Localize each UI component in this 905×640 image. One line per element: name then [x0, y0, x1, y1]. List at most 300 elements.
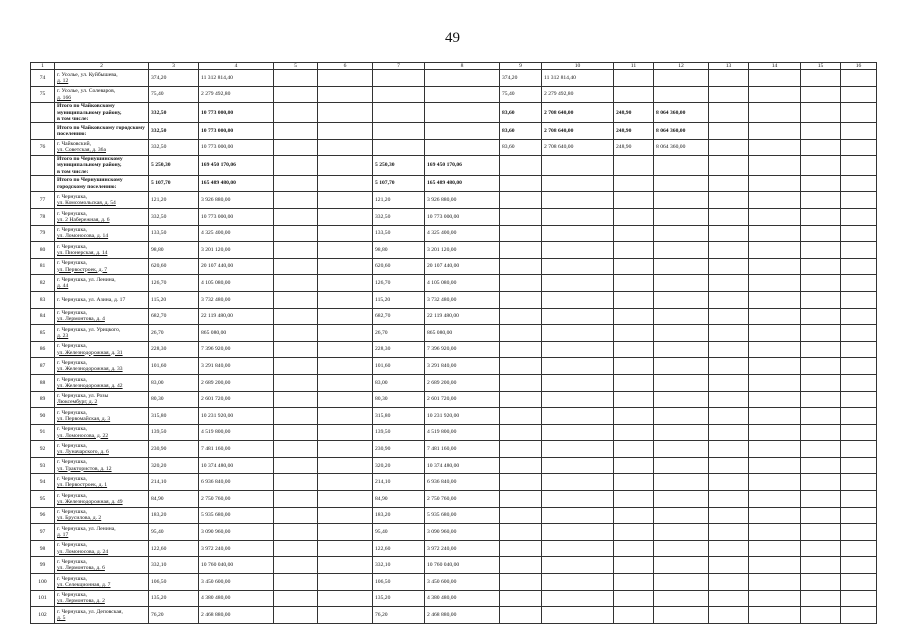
address-line: ул. Первостроек, д. 7 — [57, 266, 108, 273]
cell-row-number — [31, 156, 55, 176]
cell-area-7: 26,70 — [373, 325, 425, 342]
cell-cost: 3 926 880,00 — [199, 192, 274, 209]
cell-col-16 — [841, 139, 877, 156]
cell-area: 332,50 — [149, 123, 199, 140]
cell-col-5 — [274, 242, 318, 259]
cell-row-number: 82 — [31, 275, 55, 292]
address-line: г. Чернушка, — [57, 193, 87, 200]
cell-address — [55, 574, 149, 591]
cell-area-9 — [500, 590, 542, 607]
cell-address — [55, 607, 149, 624]
cell-col-16 — [841, 208, 877, 225]
cell-cost-10 — [542, 242, 614, 259]
cell-col-6 — [318, 258, 373, 275]
total-row — [31, 103, 877, 123]
cell-area: 5 107,70 — [149, 175, 199, 192]
address-line: г. Чернушка, — [57, 542, 87, 549]
cell-col-15 — [801, 175, 841, 192]
cell-row-number: 97 — [31, 524, 55, 541]
cell-area-11 — [614, 524, 654, 541]
cell-row-number: 101 — [31, 590, 55, 607]
cell-cost-12: 8 064 360,00 — [654, 103, 709, 123]
cell-area-7: 101,60 — [373, 358, 425, 375]
cell-col-13 — [709, 225, 749, 242]
cell-col-6 — [318, 457, 373, 474]
column-number-15: 15 — [801, 63, 841, 70]
cell-cost-8 — [425, 70, 500, 87]
cell-col-14 — [749, 291, 801, 308]
cell-col-13 — [709, 374, 749, 391]
address-line: городскому поселению: — [57, 183, 117, 190]
cell-area-11 — [614, 607, 654, 624]
cell-cost-8: 2 689 200,00 — [425, 374, 500, 391]
table-row — [31, 457, 877, 474]
cell-cost: 11 312 814,40 — [199, 70, 274, 87]
cell-col-13 — [709, 524, 749, 541]
cell-cost-10 — [542, 156, 614, 176]
cell-area-9 — [500, 607, 542, 624]
cell-col-5 — [274, 374, 318, 391]
address-line: г. Чернушка, — [57, 575, 87, 582]
cell-area-7: 139,50 — [373, 424, 425, 441]
cell-cost: 2 601 720,00 — [199, 391, 274, 408]
cell-col-15 — [801, 441, 841, 458]
cell-area-7: 83,00 — [373, 374, 425, 391]
cell-col-6 — [318, 242, 373, 259]
cell-cost-8: 3 201 120,00 — [425, 242, 500, 259]
cell-col-13 — [709, 391, 749, 408]
cell-cost: 3 291 840,00 — [199, 358, 274, 375]
cell-col-13 — [709, 574, 749, 591]
cell-cost-8: 3 926 880,00 — [425, 192, 500, 209]
register-table — [30, 62, 877, 624]
address-line: г. Чернушка, — [57, 592, 87, 599]
cell-col-14 — [749, 139, 801, 156]
cell-area-11 — [614, 86, 654, 103]
cell-address — [55, 341, 149, 358]
cell-area-11: 248,90 — [614, 139, 654, 156]
cell-cost: 5 935 680,00 — [199, 507, 274, 524]
cell-area-9 — [500, 358, 542, 375]
cell-area-9 — [500, 391, 542, 408]
cell-cost-12 — [654, 156, 709, 176]
cell-cost: 3 450 600,00 — [199, 574, 274, 591]
cell-col-14 — [749, 557, 801, 574]
cell-cost-10: 11 312 814,40 — [542, 70, 614, 87]
cell-col-6 — [318, 557, 373, 574]
cell-cost-8: 3 090 960,00 — [425, 524, 500, 541]
cell-col-15 — [801, 590, 841, 607]
cell-cost-12 — [654, 208, 709, 225]
cell-cost: 7 481 160,00 — [199, 441, 274, 458]
cell-cost: 6 936 840,00 — [199, 474, 274, 491]
cell-area: 84,90 — [149, 491, 199, 508]
cell-col-15 — [801, 374, 841, 391]
cell-col-5 — [274, 103, 318, 123]
cell-cost-12 — [654, 70, 709, 87]
cell-area-11 — [614, 291, 654, 308]
cell-address — [55, 70, 149, 87]
cell-area-11 — [614, 208, 654, 225]
column-number-1: 1 — [31, 63, 55, 70]
cell-area-7: 332,50 — [373, 208, 425, 225]
cell-cost-8: 10 760 040,00 — [425, 557, 500, 574]
cell-col-15 — [801, 225, 841, 242]
cell-col-14 — [749, 156, 801, 176]
cell-col-15 — [801, 123, 841, 140]
cell-cost-8: 3 972 240,00 — [425, 540, 500, 557]
cell-cost-12 — [654, 341, 709, 358]
address-line: д. 44 — [57, 283, 69, 290]
cell-area-9 — [500, 156, 542, 176]
cell-area-7: 76,20 — [373, 607, 425, 624]
cell-cost-10 — [542, 374, 614, 391]
cell-col-5 — [274, 590, 318, 607]
cell-col-15 — [801, 557, 841, 574]
cell-area-7 — [373, 139, 425, 156]
cell-cost-10 — [542, 507, 614, 524]
cell-address — [55, 225, 149, 242]
cell-col-13 — [709, 424, 749, 441]
cell-cost-12 — [654, 258, 709, 275]
cell-area: 332,10 — [149, 557, 199, 574]
cell-col-15 — [801, 408, 841, 425]
cell-area: 620,60 — [149, 258, 199, 275]
table-row — [31, 258, 877, 275]
cell-area: 332,50 — [149, 139, 199, 156]
cell-col-5 — [274, 540, 318, 557]
cell-cost-10 — [542, 491, 614, 508]
cell-col-13 — [709, 70, 749, 87]
address-line: ул. Трактористов, д. 12 — [57, 465, 112, 472]
cell-area-9 — [500, 192, 542, 209]
cell-area-7 — [373, 123, 425, 140]
address-line: г. Чернушка, — [57, 260, 87, 267]
cell-col-16 — [841, 574, 877, 591]
cell-col-14 — [749, 607, 801, 624]
address-line: ул. Ломоносова, д. 24 — [57, 548, 109, 555]
column-number-6: 6 — [318, 63, 373, 70]
cell-cost: 2 468 880,00 — [199, 607, 274, 624]
cell-col-6 — [318, 341, 373, 358]
cell-col-5 — [274, 139, 318, 156]
cell-col-5 — [274, 123, 318, 140]
cell-col-6 — [318, 374, 373, 391]
cell-area-9: 83,60 — [500, 103, 542, 123]
address-line: ул. Железнодорожная, д. 31 — [57, 349, 123, 356]
cell-area-9 — [500, 308, 542, 325]
total-row — [31, 175, 877, 192]
cell-col-14 — [749, 192, 801, 209]
cell-area: 139,50 — [149, 424, 199, 441]
cell-area-9: 75,40 — [500, 86, 542, 103]
cell-col-16 — [841, 457, 877, 474]
cell-area-11 — [614, 590, 654, 607]
cell-col-5 — [274, 474, 318, 491]
address-line: муниципальному району, — [57, 109, 122, 116]
column-number-12: 12 — [654, 63, 709, 70]
cell-area-11 — [614, 441, 654, 458]
cell-cost: 865 080,00 — [199, 325, 274, 342]
column-number-2: 2 — [55, 63, 149, 70]
cell-area: 75,40 — [149, 86, 199, 103]
cell-col-6 — [318, 540, 373, 557]
table-row — [31, 192, 877, 209]
cell-col-6 — [318, 574, 373, 591]
table-row — [31, 590, 877, 607]
table-row — [31, 242, 877, 259]
cell-area-9 — [500, 574, 542, 591]
table-row — [31, 225, 877, 242]
cell-row-number — [31, 123, 55, 140]
cell-col-5 — [274, 308, 318, 325]
cell-col-14 — [749, 341, 801, 358]
cell-cost-12 — [654, 474, 709, 491]
cell-cost-8 — [425, 123, 500, 140]
address-line: муниципальному району, — [57, 162, 122, 169]
cell-cost: 2 750 760,00 — [199, 491, 274, 508]
address-line: ул. Пионерская, д. 14 — [57, 249, 108, 256]
address-line: г. Чернушка, — [57, 359, 87, 366]
cell-col-13 — [709, 457, 749, 474]
cell-col-13 — [709, 86, 749, 103]
cell-cost-12 — [654, 457, 709, 474]
cell-col-16 — [841, 341, 877, 358]
address-line: Итого по Чернушинскому — [57, 156, 123, 163]
column-number-10: 10 — [542, 63, 614, 70]
column-number-14: 14 — [749, 63, 801, 70]
cell-area-7: 115,20 — [373, 291, 425, 308]
cell-address — [55, 408, 149, 425]
cell-col-6 — [318, 491, 373, 508]
cell-col-15 — [801, 341, 841, 358]
table-row — [31, 540, 877, 557]
cell-col-6 — [318, 103, 373, 123]
cell-address — [55, 441, 149, 458]
address-line: ул. Первостроек, д. 1 — [57, 482, 108, 489]
cell-address — [55, 291, 149, 308]
cell-cost-10 — [542, 557, 614, 574]
cell-cost-12 — [654, 225, 709, 242]
cell-col-15 — [801, 208, 841, 225]
cell-row-number: 92 — [31, 441, 55, 458]
cell-col-14 — [749, 325, 801, 342]
cell-col-16 — [841, 325, 877, 342]
table-row — [31, 358, 877, 375]
cell-col-16 — [841, 258, 877, 275]
cell-col-15 — [801, 391, 841, 408]
cell-cost-10 — [542, 540, 614, 557]
cell-col-6 — [318, 524, 373, 541]
cell-col-13 — [709, 103, 749, 123]
cell-col-13 — [709, 557, 749, 574]
cell-col-16 — [841, 308, 877, 325]
cell-area: 83,00 — [149, 374, 199, 391]
column-number-16: 16 — [841, 63, 877, 70]
cell-area-9 — [500, 557, 542, 574]
cell-area-11 — [614, 408, 654, 425]
table-row — [31, 139, 877, 156]
cell-col-14 — [749, 507, 801, 524]
cell-area-7: 315,80 — [373, 408, 425, 425]
cell-area-9 — [500, 540, 542, 557]
cell-area: 106,50 — [149, 574, 199, 591]
cell-address — [55, 325, 149, 342]
cell-col-15 — [801, 540, 841, 557]
cell-area-9 — [500, 507, 542, 524]
cell-cost: 3 090 960,00 — [199, 524, 274, 541]
cell-cost: 3 201 120,00 — [199, 242, 274, 259]
table-row — [31, 557, 877, 574]
cell-cost-12 — [654, 557, 709, 574]
table-row — [31, 607, 877, 624]
cell-cost-8: 2 750 760,00 — [425, 491, 500, 508]
cell-col-6 — [318, 139, 373, 156]
cell-col-13 — [709, 275, 749, 292]
cell-cost-12: 8 064 360,00 — [654, 139, 709, 156]
cell-col-16 — [841, 524, 877, 541]
cell-cost: 2 279 492,80 — [199, 86, 274, 103]
cell-cost-10 — [542, 408, 614, 425]
address-line: ул. Брусилова, д. 2 — [57, 515, 102, 522]
cell-col-5 — [274, 358, 318, 375]
cell-col-6 — [318, 208, 373, 225]
address-line: д. 17 — [57, 532, 69, 539]
cell-area-11 — [614, 457, 654, 474]
cell-col-5 — [274, 524, 318, 541]
cell-cost: 4 105 080,00 — [199, 275, 274, 292]
column-number-row — [31, 63, 877, 70]
cell-row-number: 96 — [31, 507, 55, 524]
cell-cost-10 — [542, 275, 614, 292]
cell-col-16 — [841, 474, 877, 491]
cell-area: 332,50 — [149, 103, 199, 123]
cell-col-5 — [274, 192, 318, 209]
cell-col-6 — [318, 507, 373, 524]
cell-col-16 — [841, 391, 877, 408]
cell-cost-8: 3 291 840,00 — [425, 358, 500, 375]
cell-area-11 — [614, 358, 654, 375]
cell-col-15 — [801, 474, 841, 491]
address-line: г. Чернушка, — [57, 559, 87, 566]
table-body — [31, 63, 877, 624]
cell-row-number — [31, 103, 55, 123]
cell-col-14 — [749, 70, 801, 87]
table-row — [31, 491, 877, 508]
cell-col-16 — [841, 70, 877, 87]
cell-col-14 — [749, 275, 801, 292]
cell-cost: 4 380 480,00 — [199, 590, 274, 607]
address-line: г. Чернушка, — [57, 243, 87, 250]
cell-cost-12 — [654, 540, 709, 557]
address-line: ул. Первомайская, д. 3 — [57, 415, 111, 422]
cell-cost-10 — [542, 590, 614, 607]
cell-col-14 — [749, 391, 801, 408]
cell-col-14 — [749, 441, 801, 458]
cell-address — [55, 491, 149, 508]
address-line: г. Усолье, ул. Куйбышева, — [57, 71, 118, 78]
cell-row-number: 81 — [31, 258, 55, 275]
cell-cost-12 — [654, 242, 709, 259]
cell-col-5 — [274, 225, 318, 242]
address-line: ул. Луначарского, д. 6 — [57, 449, 109, 456]
cell-row-number: 75 — [31, 86, 55, 103]
address-line: д. 166 — [57, 94, 72, 101]
address-line: г. Чернушка, — [57, 409, 87, 416]
cell-cost-10 — [542, 424, 614, 441]
cell-area: 98,80 — [149, 242, 199, 259]
address-line: в том числе: — [57, 115, 89, 122]
cell-col-6 — [318, 291, 373, 308]
cell-cost-10: 2 708 640,00 — [542, 103, 614, 123]
cell-col-5 — [274, 70, 318, 87]
address-line: ул. Лермонтова, д. 2 — [57, 598, 105, 605]
cell-cost-12 — [654, 358, 709, 375]
cell-cost-10 — [542, 607, 614, 624]
table-row — [31, 408, 877, 425]
cell-area-9 — [500, 258, 542, 275]
column-number-3: 3 — [149, 63, 199, 70]
cell-cost-10 — [542, 192, 614, 209]
cell-address — [55, 474, 149, 491]
cell-area: 80,30 — [149, 391, 199, 408]
cell-row-number: 95 — [31, 491, 55, 508]
cell-cost: 2 689 200,00 — [199, 374, 274, 391]
cell-area: 101,60 — [149, 358, 199, 375]
cell-col-5 — [274, 557, 318, 574]
cell-cost-8: 10 231 920,00 — [425, 408, 500, 425]
cell-area-9 — [500, 208, 542, 225]
cell-area-9: 83,60 — [500, 139, 542, 156]
cell-address — [55, 86, 149, 103]
cell-area-11 — [614, 258, 654, 275]
cell-cost-10: 2 279 492,80 — [542, 86, 614, 103]
cell-cost: 10 773 000,00 — [199, 139, 274, 156]
cell-col-16 — [841, 123, 877, 140]
cell-col-16 — [841, 557, 877, 574]
cell-col-16 — [841, 374, 877, 391]
cell-col-16 — [841, 242, 877, 259]
cell-area-9 — [500, 291, 542, 308]
cell-col-15 — [801, 291, 841, 308]
cell-col-5 — [274, 607, 318, 624]
cell-cost-8: 5 935 680,00 — [425, 507, 500, 524]
cell-cost-12 — [654, 325, 709, 342]
cell-col-6 — [318, 408, 373, 425]
cell-col-5 — [274, 491, 318, 508]
cell-cost-8: 2 468 880,00 — [425, 607, 500, 624]
cell-col-15 — [801, 86, 841, 103]
cell-area-7: 135,20 — [373, 590, 425, 607]
table-row — [31, 524, 877, 541]
cell-area-9 — [500, 341, 542, 358]
cell-area-11: 248,90 — [614, 123, 654, 140]
cell-area: 315,80 — [149, 408, 199, 425]
cell-area-7 — [373, 70, 425, 87]
cell-area-7: 620,60 — [373, 258, 425, 275]
cell-area-11 — [614, 374, 654, 391]
cell-col-15 — [801, 574, 841, 591]
cell-area-7: 80,30 — [373, 391, 425, 408]
cell-col-5 — [274, 457, 318, 474]
cell-address — [55, 457, 149, 474]
cell-address — [55, 242, 149, 259]
cell-cost-12 — [654, 524, 709, 541]
cell-col-6 — [318, 474, 373, 491]
cell-col-14 — [749, 540, 801, 557]
cell-area-9 — [500, 242, 542, 259]
cell-address — [55, 424, 149, 441]
